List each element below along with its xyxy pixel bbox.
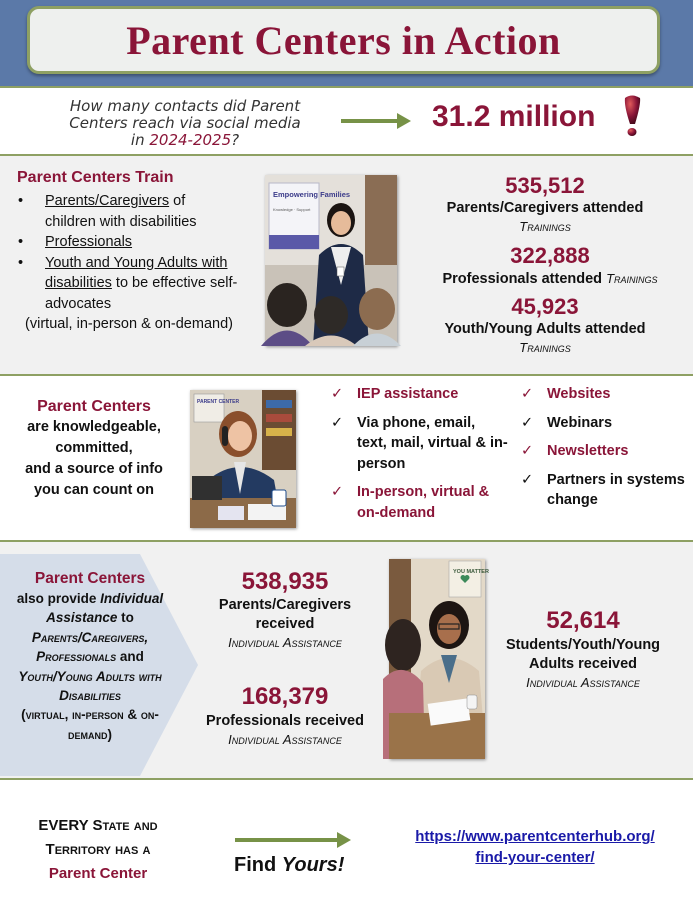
list-item: • Youth and Young Adults with disabilities to be effective self-advocates xyxy=(18,253,240,315)
stat-parents-assistance: 538,935 Parents/Caregivers received Individual Assistance xyxy=(218,568,352,650)
stat-parents-trainings: 535,512 Parents/Caregivers attended Trainings xyxy=(446,173,644,234)
individual-assistance-photo xyxy=(389,559,489,759)
svg-text:Knowledge · Support: Knowledge · Support xyxy=(273,207,311,212)
assistance-text: Parent Centers also provide Individual Assistance to Parents/Caregivers, Professionals and Youth/Young Adults with Disabilities (virtual, in-person & on-demand) xyxy=(16,570,164,742)
list-item: ✓ Websites xyxy=(519,384,689,405)
photo-sign-text: PARENT CENTER xyxy=(197,399,240,405)
stat-professionals-assistance: 168,379 Professionals received Individual Assistance xyxy=(206,683,364,747)
phone-support-photo xyxy=(190,390,296,528)
social-contacts-value: 31.2 million xyxy=(432,100,596,133)
stat-youth-trainings: 45,923 Youth/Young Adults attended Trainings xyxy=(444,294,646,355)
list-item: ✓ In-person, virtual & on-demand xyxy=(329,482,509,523)
find-center-link[interactable]: https://www.parentcenterhub.org/ find-your-center/ xyxy=(415,828,655,866)
arrow-right-icon xyxy=(235,838,339,842)
list-item: • Parents/Caregivers of children with disabilities xyxy=(18,191,240,232)
exclamation-icon xyxy=(620,94,644,140)
photo-sign-text: Empowering Families xyxy=(273,190,351,199)
list-item: ✓ Newsletters xyxy=(519,441,689,462)
stat-youth-assistance: 52,614 Students/Youth/Young Adults received Individual Assistance xyxy=(505,607,661,690)
services-list-1 xyxy=(329,384,509,531)
list-item: ✓ Webinars xyxy=(519,413,689,434)
find-yours-text: Find Yours! xyxy=(234,854,345,876)
train-heading: Parent Centers Train xyxy=(17,169,174,186)
photo-sign-text: YOU MATTER xyxy=(453,569,489,575)
assistance-section xyxy=(0,542,693,778)
knowledge-text: Parent Centers are knowledgeable, committed, and a source of info you can count on xyxy=(25,398,163,498)
social-years: 2024-2025 xyxy=(149,131,232,149)
list-item: ✓ Partners in systems change xyxy=(519,470,689,511)
page-title: Parent Centers in Action xyxy=(126,17,561,63)
title-box xyxy=(27,6,660,74)
services-list-2 xyxy=(519,384,689,519)
header-banner xyxy=(0,0,693,88)
stat-professionals-trainings: 322,888 Professionals attended Trainings xyxy=(442,243,658,287)
list-item: ✓ Via phone, email, text, mail, virtual & in-person xyxy=(329,413,509,475)
list-item: • Professionals xyxy=(18,232,240,253)
list-item: ✓ IEP assistance xyxy=(329,384,509,405)
every-state-text: EVERY State and Territory has a Parent Center xyxy=(38,817,158,882)
train-formats-note: (virtual, in-person & on-demand) xyxy=(25,316,233,332)
train-list xyxy=(18,191,240,335)
social-question: How many contacts did Parent Centers reach via social media in 2024-2025? xyxy=(69,97,301,149)
arrow-right-icon xyxy=(341,119,399,123)
knowledge-section xyxy=(0,376,693,540)
training-photo xyxy=(265,175,397,346)
